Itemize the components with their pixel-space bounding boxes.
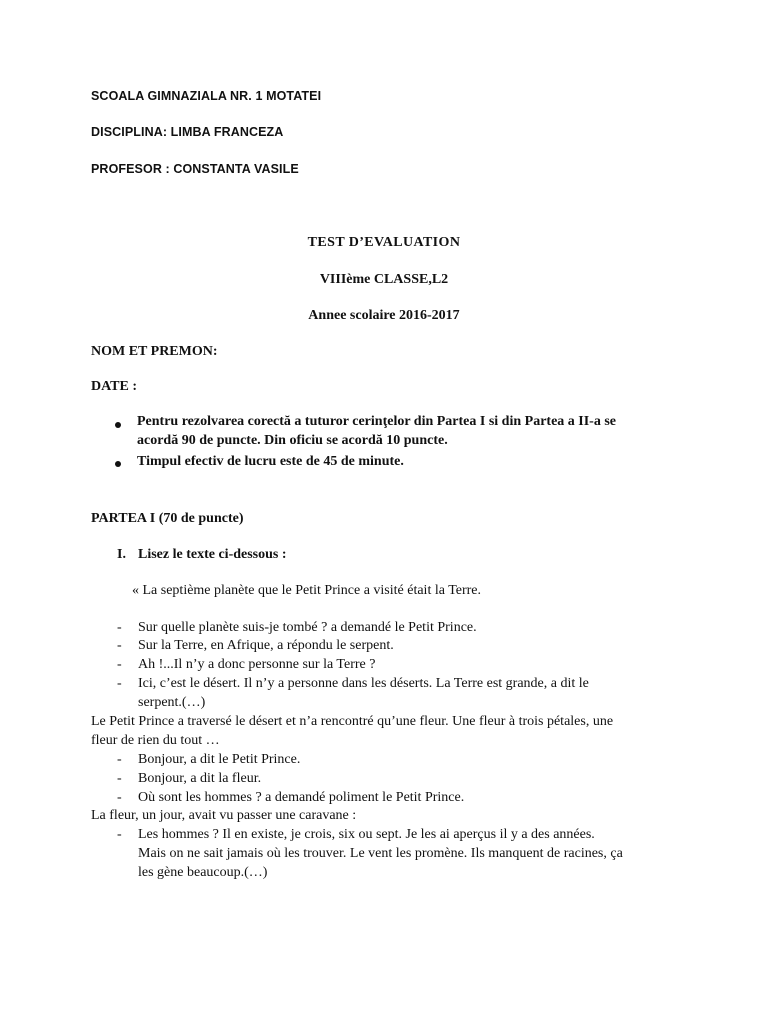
dialogue-line: Sur la Terre, en Afrique, a répondu le serpent. xyxy=(138,638,394,653)
dialogue-dash: - xyxy=(117,827,122,842)
dialogue-line-continuation: Mais on ne sait jamais où les trouver. Le vent les promène. Ils manquent de racines, ça xyxy=(138,846,623,861)
bullet-icon xyxy=(115,422,121,428)
discipline-line: DISCIPLINA: LIMBA FRANCEZA xyxy=(91,125,284,139)
school-year: Annee scolaire 2016-2017 xyxy=(308,308,460,323)
dialogue-dash: - xyxy=(117,752,122,767)
date-field-label: DATE : xyxy=(91,379,138,394)
dialogue-line: Bonjour, a dit la fleur. xyxy=(138,771,262,786)
instruction-1-line-2: acordă 90 de puncte. Din oficiu se acordă 10 puncte. xyxy=(137,433,448,448)
dialogue-line: Bonjour, a dit le Petit Prince. xyxy=(138,752,301,767)
narration-line: Le Petit Prince a traversé le désert et n’a rencontré qu’une fleur. Une fleur à trois pétales, une xyxy=(91,714,614,729)
exercise-number: I. xyxy=(117,547,126,562)
dialogue-line-continuation: les gène beaucoup.(…) xyxy=(138,865,268,880)
instruction-1-line-1: Pentru rezolvarea corectă a tuturor cerinţelor din Partea I si din Partea a II-a se xyxy=(137,414,617,429)
name-field-label: NOM ET PREMON: xyxy=(91,344,218,359)
teacher-line: PROFESOR : CONSTANTA VASILE xyxy=(91,162,299,176)
dialogue-line: Où sont les hommes ? a demandé poliment le Petit Prince. xyxy=(138,790,465,805)
part1-heading: PARTEA I (70 de puncte) xyxy=(91,511,244,526)
bullet-icon xyxy=(115,461,121,467)
class-title: VIIIème CLASSE,L2 xyxy=(319,272,449,287)
dialogue-dash: - xyxy=(117,620,122,635)
school-name: SCOALA GIMNAZIALA NR. 1 MOTATEI xyxy=(91,89,322,103)
exercise-label: Lisez le texte ci-dessous : xyxy=(138,547,287,562)
dialogue-dash: - xyxy=(117,790,122,805)
narration-line: La fleur, un jour, avait vu passer une caravane : xyxy=(91,808,357,823)
dialogue-line: Sur quelle planète suis-je tombé ? a demandé le Petit Prince. xyxy=(138,620,477,635)
dialogue-dash: - xyxy=(117,676,122,691)
dialogue-dash: - xyxy=(117,771,122,786)
dialogue-dash: - xyxy=(117,638,122,653)
narration-line: fleur de rien du tout … xyxy=(91,733,220,748)
dialogue-line: Les hommes ? Il en existe, je crois, six ou sept. Je les ai aperçus il y a des années. xyxy=(138,827,595,842)
dialogue-line-continuation: serpent.(…) xyxy=(138,695,206,710)
dialogue-line: Ah !...Il n’y a donc personne sur la Terre ? xyxy=(138,657,376,672)
text-intro: « La septième planète que le Petit Prince a visité était la Terre. xyxy=(132,583,482,598)
instruction-2: Timpul efectiv de lucru este de 45 de minute. xyxy=(137,454,404,469)
test-title: TEST D’EVALUATION xyxy=(307,235,461,250)
dialogue-line: Ici, c’est le désert. Il n’y a personne dans les déserts. La Terre est grande, a dit le xyxy=(138,676,589,691)
dialogue-dash: - xyxy=(117,657,122,672)
